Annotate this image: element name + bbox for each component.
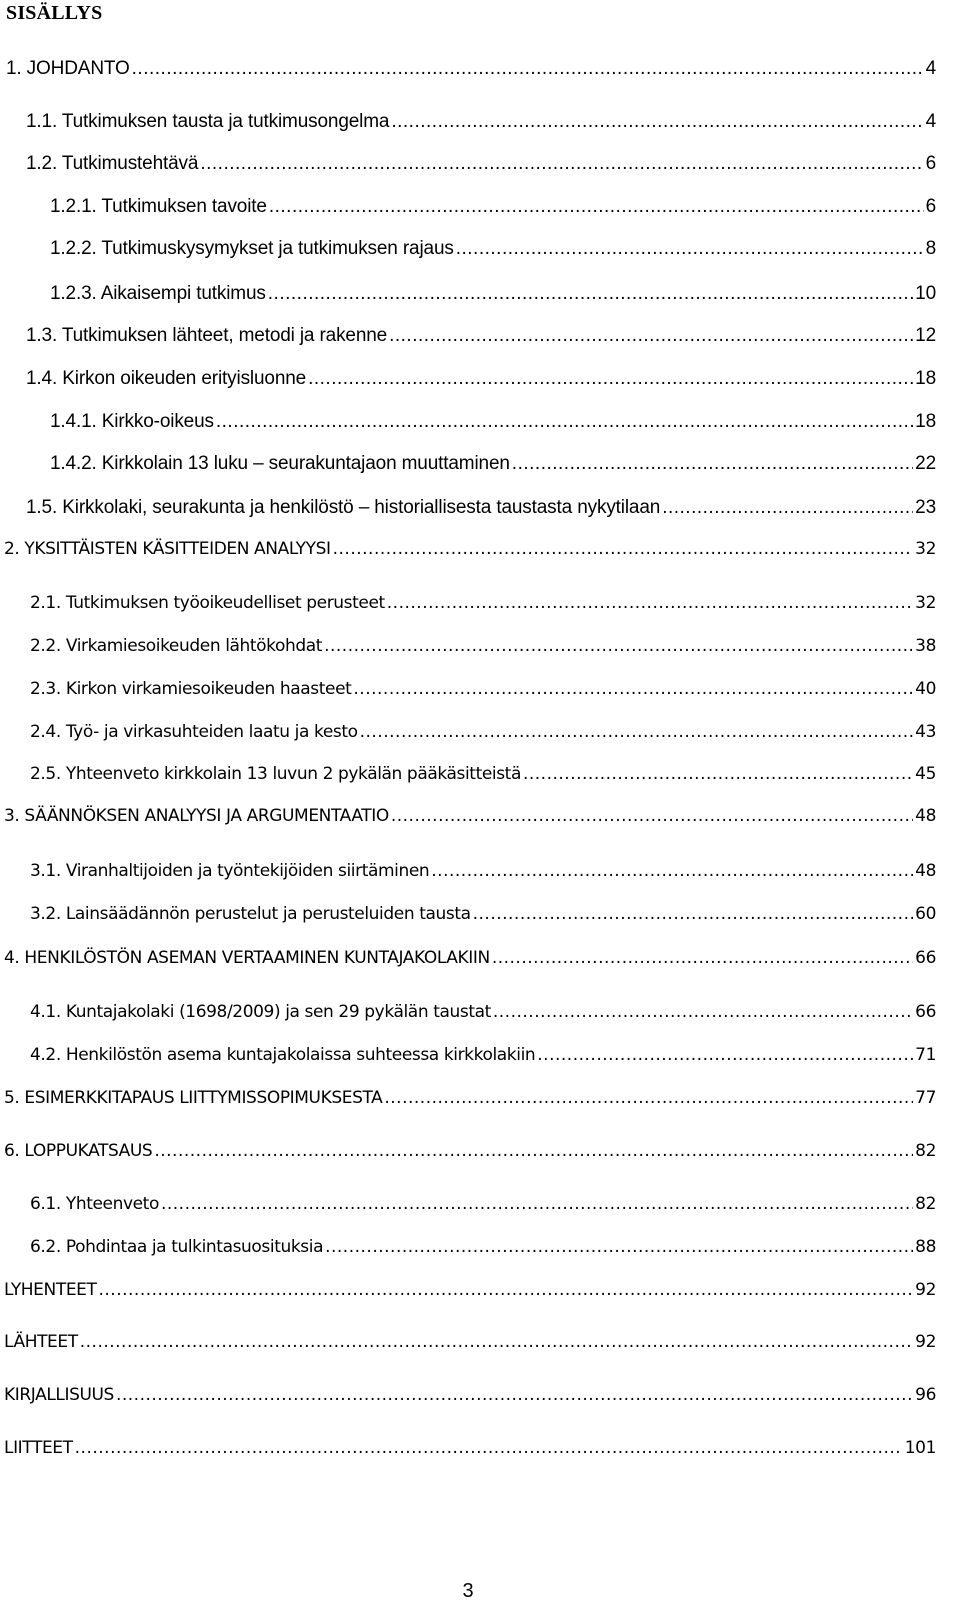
toc-entry-page: 77 — [915, 1088, 936, 1108]
toc-entry-page: 38 — [915, 636, 936, 656]
toc-entry-page: 82 — [915, 1141, 936, 1161]
toc-leader-dots — [80, 1332, 913, 1352]
toc-entry-lyhenteet[interactable] — [4, 1280, 936, 1304]
toc-entry-page: 6 — [925, 196, 936, 217]
toc-entry-text: 1.3. Tutkimuksen lähteet, metodi ja rakenne — [26, 325, 388, 346]
toc-entry-page: 32 — [915, 539, 936, 559]
toc-leader-dots — [493, 1002, 913, 1022]
toc-entry-text: 6. LOPPUKATSAUS — [4, 1141, 153, 1161]
toc-entry-text: 5. ESIMERKKITAPAUS LIITTYMISSOPIMUKSESTA — [4, 1088, 383, 1108]
toc-entry-4-2[interactable] — [30, 1045, 936, 1069]
toc-leader-dots — [161, 1194, 913, 1214]
toc-entry-2-2[interactable] — [30, 636, 936, 660]
toc-entry-page: 66 — [915, 1002, 936, 1022]
toc-leader-dots — [325, 1237, 913, 1257]
toc-entry-1-4-2[interactable] — [50, 453, 936, 477]
toc-entry-page: 43 — [915, 722, 936, 742]
toc-entry-2-5[interactable] — [30, 764, 936, 788]
toc-entry-page: 82 — [915, 1194, 936, 1214]
toc-entry-2-4[interactable] — [30, 722, 936, 746]
toc-entry-3-1[interactable] — [30, 861, 936, 885]
toc-entry-johdanto[interactable] — [6, 58, 936, 82]
toc-leader-dots — [431, 861, 913, 881]
toc-entry-page: 45 — [915, 764, 936, 784]
toc-leader-dots — [132, 58, 924, 80]
toc-entry-page: 71 — [915, 1045, 936, 1065]
toc-leader-dots — [333, 539, 914, 559]
toc-leader-dots — [200, 153, 923, 175]
toc-entry-1-4-1[interactable] — [50, 411, 936, 435]
toc-entry-text: 6.1. Yhteenveto — [30, 1194, 159, 1214]
toc-leader-dots — [268, 283, 913, 305]
toc-leader-dots — [492, 948, 913, 968]
toc-entry-text: 6.2. Pohdintaa ja tulkintasuosituksia — [30, 1237, 324, 1257]
toc-entry-text: 4. HENKILÖSTÖN ASEMAN VERTAAMINEN KUNTAJAKOLAKIIN — [4, 948, 490, 968]
toc-entry-page: 48 — [915, 861, 936, 881]
toc-entry-page: 12 — [915, 325, 936, 346]
toc-leader-dots — [353, 679, 913, 699]
toc-entry-page: 4 — [925, 58, 936, 79]
toc-leader-dots — [324, 636, 913, 656]
toc-leader-dots — [537, 1045, 913, 1065]
toc-entry-text: 3.2. Lainsäädännön perustelut ja perusteluiden tausta — [30, 904, 471, 924]
toc-entry-text: 1.5. Kirkkolaki, seurakunta ja henkilöstö – historiallisesta taustasta nykytilaan — [26, 497, 661, 518]
toc-entry-text: 1.1. Tutkimuksen tausta ja tutkimusongelma — [26, 111, 390, 132]
toc-entry-text: 1.2. Tutkimustehtävä — [26, 153, 199, 174]
toc-leader-dots — [391, 806, 913, 826]
toc-entry-chapter-4[interactable] — [4, 948, 936, 972]
toc-leader-dots — [473, 904, 914, 924]
toc-leader-dots — [308, 368, 913, 390]
toc-entry-lahteet[interactable] — [4, 1332, 936, 1356]
toc-entry-chapter-2[interactable] — [4, 539, 936, 563]
toc-entry-text: 2.1. Tutkimuksen työoikeudelliset perusteet — [30, 593, 385, 613]
toc-entry-liitteet[interactable] — [4, 1438, 936, 1462]
toc-entry-1-2[interactable] — [26, 153, 936, 177]
toc-entry-page: 48 — [915, 806, 936, 826]
toc-entry-text: 1.4.2. Kirkkolain 13 luku – seurakuntajaon muuttaminen — [50, 453, 510, 474]
toc-entry-1-1[interactable] — [26, 111, 936, 135]
toc-entry-page: 101 — [904, 1438, 936, 1458]
toc-entry-text: 1.2.1. Tutkimuksen tavoite — [50, 196, 267, 217]
toc-entry-page: 23 — [915, 497, 936, 518]
toc-entry-text: LÄHTEET — [4, 1332, 78, 1352]
toc-entry-page: 32 — [915, 593, 936, 613]
toc-entry-page: 8 — [925, 238, 936, 259]
toc-entry-page: 18 — [915, 368, 936, 389]
toc-leader-dots — [456, 238, 924, 260]
toc-entry-text: 2.5. Yhteenveto kirkkolain 13 luvun 2 pykälän pääkäsitteistä — [30, 764, 521, 784]
toc-entry-page: 92 — [915, 1280, 936, 1300]
toc-entry-page: 10 — [915, 283, 936, 304]
toc-leader-dots — [75, 1438, 903, 1458]
toc-entry-6-1[interactable] — [30, 1194, 936, 1218]
toc-entry-text: 3. SÄÄNNÖKSEN ANALYYSI JA ARGUMENTAATIO — [4, 806, 389, 826]
toc-leader-dots — [360, 722, 914, 742]
toc-leader-dots — [512, 453, 913, 475]
toc-entry-page: 22 — [915, 453, 936, 474]
toc-leader-dots — [389, 325, 913, 347]
toc-entry-text: 1.4. Kirkon oikeuden erityisluonne — [26, 368, 307, 389]
toc-entry-3-2[interactable] — [30, 904, 936, 928]
toc-entry-text: 4.2. Henkilöstön asema kuntajakolaissa suhteessa kirkkolakiin — [30, 1045, 536, 1065]
toc-leader-dots — [387, 593, 913, 613]
toc-entry-page: 88 — [915, 1237, 936, 1257]
toc-entry-1-5[interactable] — [26, 497, 936, 521]
page-number: 3 — [462, 1580, 474, 1602]
toc-entry-1-2-2[interactable] — [50, 238, 936, 262]
toc-leader-dots — [662, 497, 913, 519]
toc-leader-dots — [523, 764, 913, 784]
toc-entry-text: 1.4.1. Kirkko-oikeus — [50, 411, 214, 432]
toc-entry-page: 92 — [915, 1332, 936, 1352]
toc-entry-text: KIRJALLISUUS — [4, 1385, 114, 1405]
toc-leader-dots — [391, 111, 923, 133]
toc-entry-1-2-3[interactable] — [50, 283, 936, 307]
toc-entry-text: 2.2. Virkamiesoikeuden lähtökohdat — [30, 636, 323, 656]
toc-entry-1-2-1[interactable] — [50, 196, 936, 220]
toc-entry-1-4[interactable] — [26, 368, 936, 392]
toc-entry-6-2[interactable] — [30, 1237, 936, 1261]
page-title: SISÄLLYS — [6, 2, 103, 24]
toc-leader-dots — [384, 1088, 913, 1108]
toc-entry-page: 66 — [915, 948, 936, 968]
toc-leader-dots — [154, 1141, 913, 1161]
toc-entry-page: 18 — [915, 411, 936, 432]
toc-entry-chapter-6[interactable] — [4, 1141, 936, 1165]
toc-entry-kirjallisuus[interactable] — [4, 1385, 936, 1409]
toc-entry-page: 96 — [915, 1385, 936, 1405]
toc-entry-text: 2.3. Kirkon virkamiesoikeuden haasteet — [30, 679, 352, 699]
toc-entry-text: LYHENTEET — [4, 1280, 97, 1300]
toc-leader-dots — [99, 1280, 914, 1300]
toc-entry-text: 2. YKSITTÄISTEN KÄSITTEIDEN ANALYYSI — [4, 539, 331, 559]
toc-entry-text: LIITTEET — [4, 1438, 73, 1458]
toc-entry-1-3[interactable] — [26, 325, 936, 349]
toc-entry-text: 1.2.3. Aikaisempi tutkimus — [50, 283, 266, 304]
toc-leader-dots — [269, 196, 924, 218]
toc-leader-dots — [216, 411, 913, 433]
toc-entry-2-1[interactable] — [30, 593, 936, 617]
toc-entry-chapter-5[interactable] — [4, 1088, 936, 1112]
toc-entry-page: 40 — [915, 679, 936, 699]
toc-entry-page: 6 — [925, 153, 936, 174]
toc-entry-4-1[interactable] — [30, 1002, 936, 1026]
toc-entry-text: 4.1. Kuntajakolaki (1698/2009) ja sen 29 pykälän taustat — [30, 1002, 491, 1022]
toc-entry-text: 3.1. Viranhaltijoiden ja työntekijöiden siirtäminen — [30, 861, 430, 881]
toc-entry-chapter-3[interactable] — [4, 806, 936, 830]
toc-leader-dots — [116, 1385, 913, 1405]
toc-entry-page: 4 — [925, 111, 936, 132]
toc-entry-text: 1. JOHDANTO — [6, 58, 130, 79]
toc-entry-page: 60 — [915, 904, 936, 924]
toc-entry-2-3[interactable] — [30, 679, 936, 703]
toc-entry-text: 2.4. Työ- ja virkasuhteiden laatu ja kesto — [30, 722, 358, 742]
toc-entry-text: 1.2.2. Tutkimuskysymykset ja tutkimuksen rajaus — [50, 238, 454, 259]
